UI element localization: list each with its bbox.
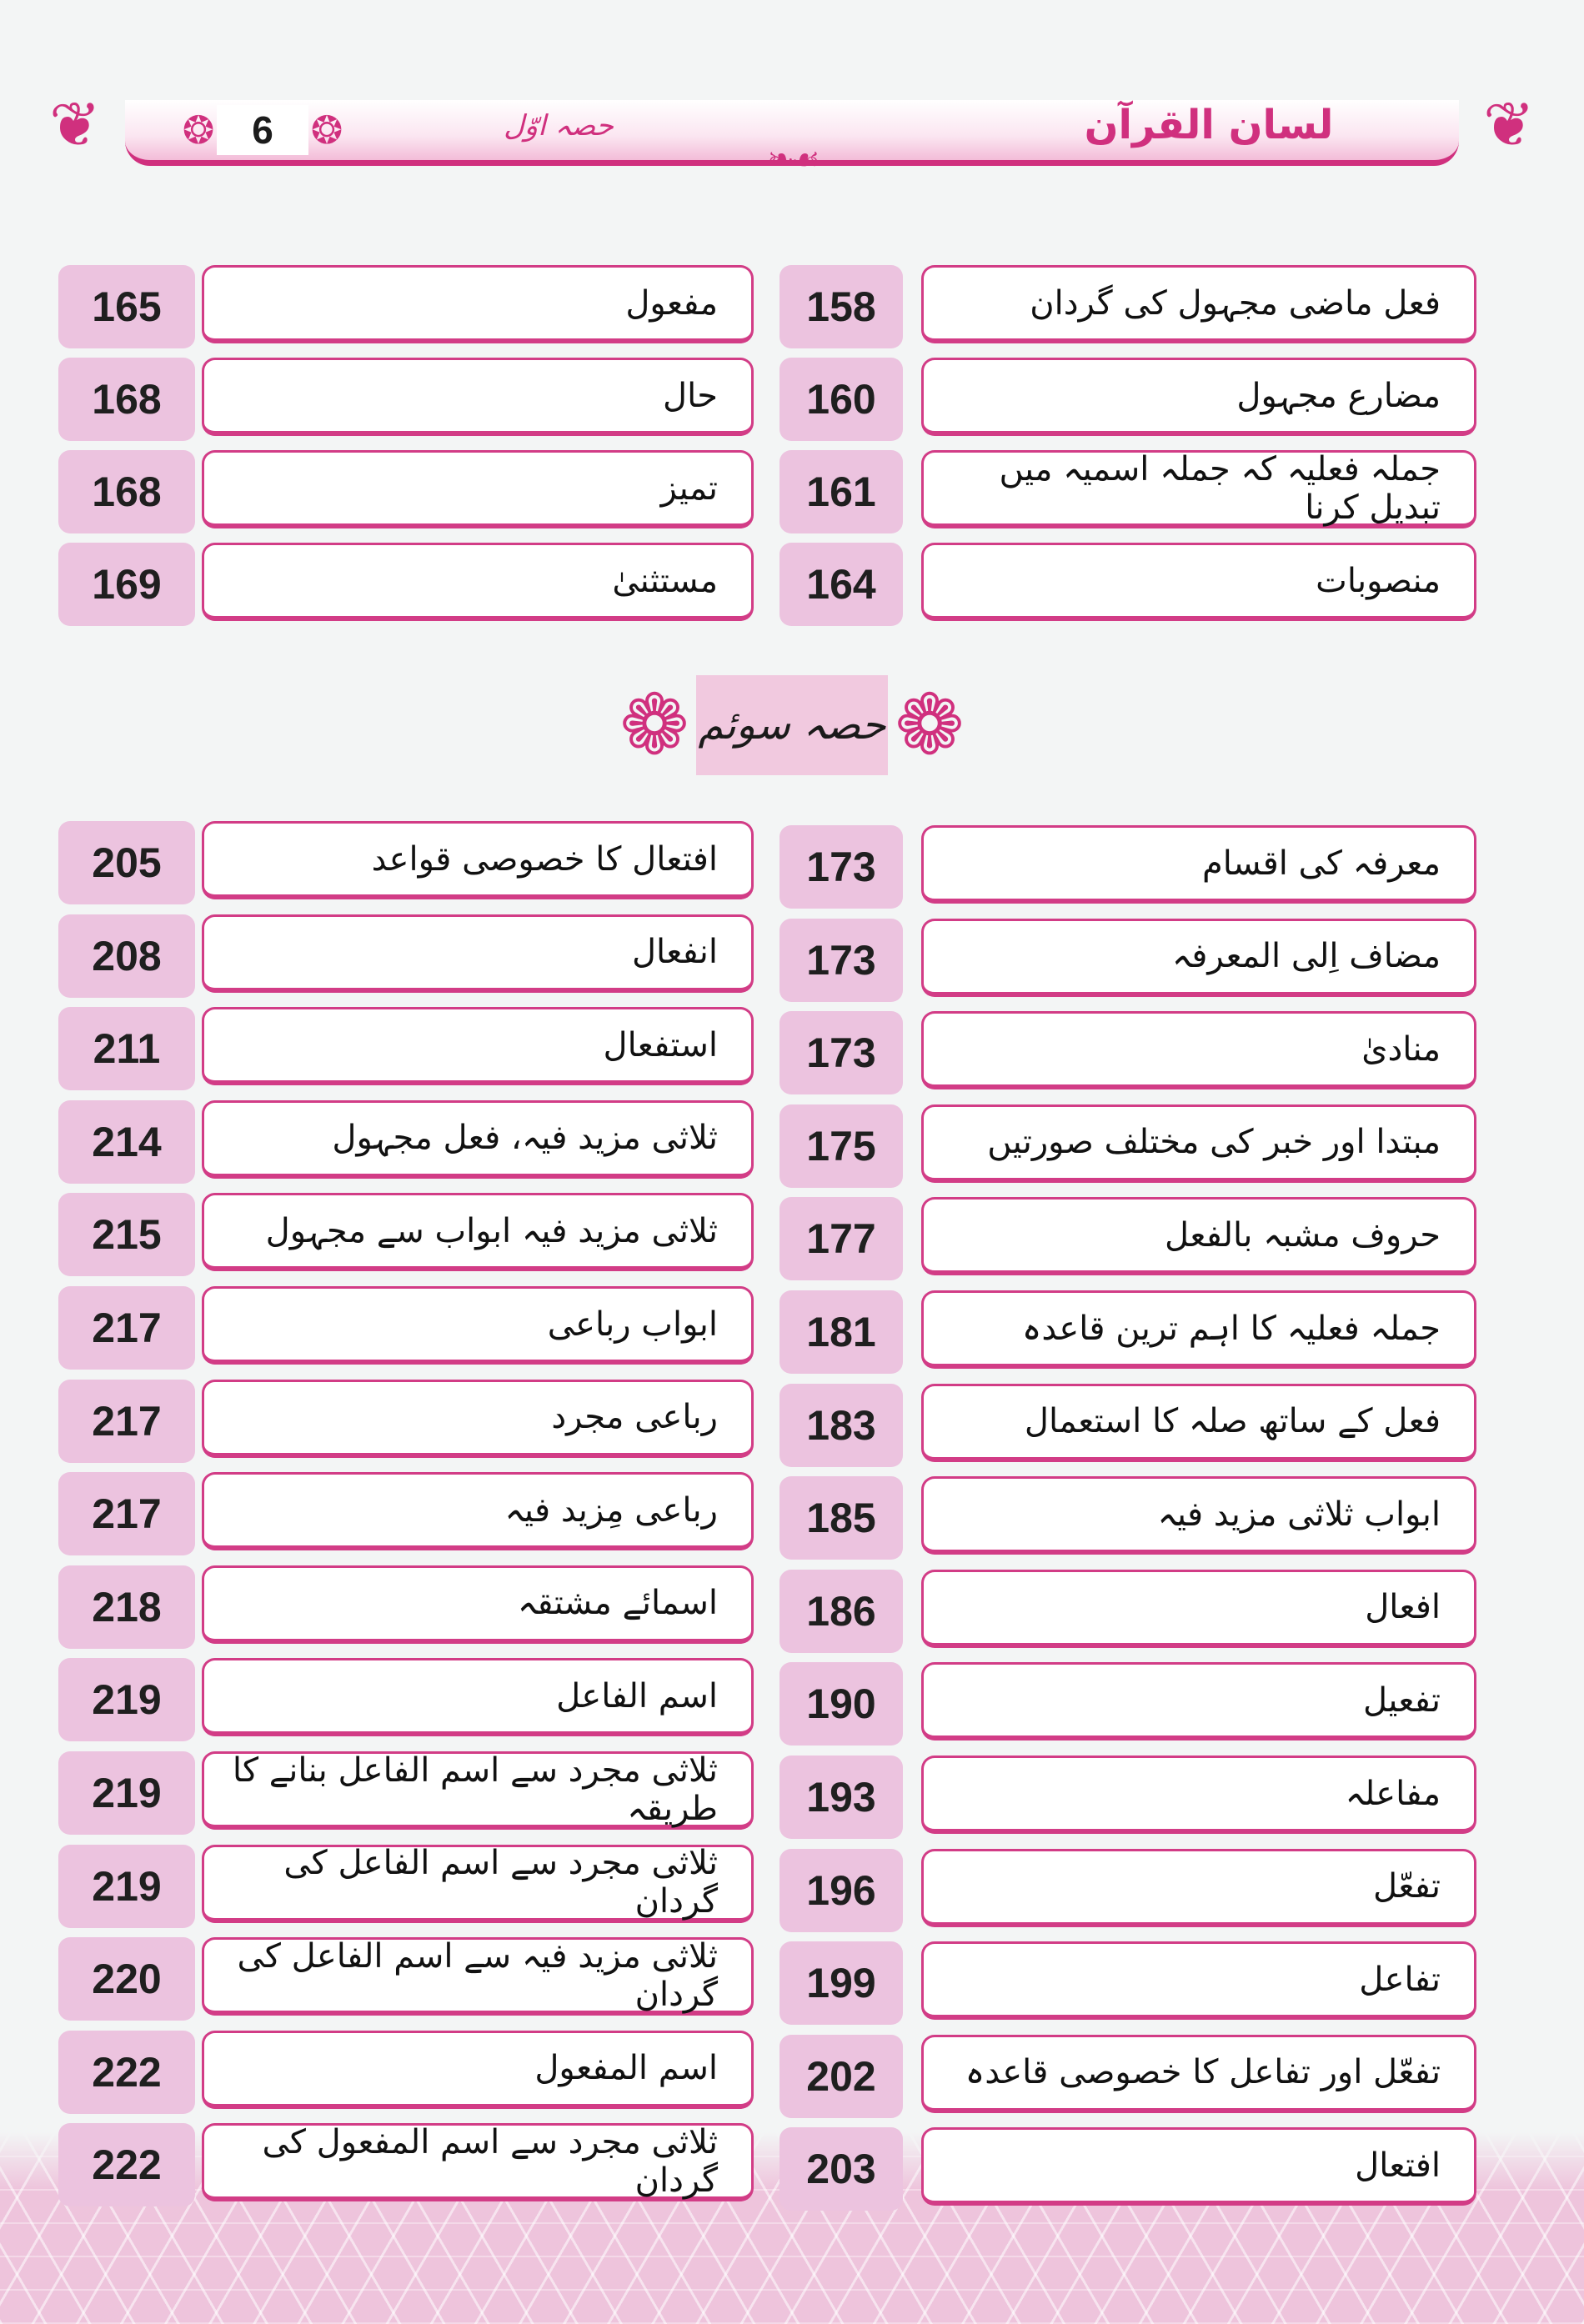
toc-entry-title[interactable]: مضاف اِلی المعرفہ <box>921 919 1476 997</box>
page-number-badge: 168 <box>58 358 195 441</box>
toc-row[interactable] <box>779 1662 1480 1746</box>
toc-entry-title[interactable]: تفاعل <box>921 1941 1476 2020</box>
toc-entry-title[interactable]: تمیز <box>202 450 754 528</box>
toc-row[interactable] <box>58 1100 759 1184</box>
page-number-right-ornament-icon: ❂ <box>310 108 343 153</box>
toc-row[interactable] <box>779 1011 1480 1094</box>
page-number: 6 <box>217 105 308 155</box>
toc-row[interactable] <box>779 1941 1480 2025</box>
toc-row[interactable] <box>58 1007 759 1090</box>
toc-row[interactable] <box>779 2127 1480 2211</box>
page-number-badge: 161 <box>779 450 903 533</box>
toc-row[interactable] <box>779 1849 1480 1932</box>
toc-entry-title[interactable]: مستثنیٰ <box>202 543 754 621</box>
page-number-badge: 196 <box>779 1849 903 1932</box>
toc-row[interactable] <box>779 1104 1480 1188</box>
page-number-badge: 173 <box>779 919 903 1002</box>
toc-entry-title[interactable]: تفعیل <box>921 1662 1476 1740</box>
page-number-badge: 222 <box>58 2031 195 2114</box>
page-number-badge: 185 <box>779 1476 903 1560</box>
toc-row[interactable] <box>58 2123 759 2206</box>
page-number-badge: 199 <box>779 1941 903 2025</box>
page-number-badge: 183 <box>779 1384 903 1467</box>
toc-row[interactable] <box>779 1290 1480 1374</box>
center-scroll-ornament-icon: ❧☙ <box>766 141 818 179</box>
book-title: لسان القرآن <box>1084 102 1334 148</box>
page-number-badge: 220 <box>58 1937 195 2021</box>
page-number-badge: 214 <box>58 1100 195 1184</box>
section-title: حصہ سوئم <box>696 675 888 775</box>
toc-entry-title[interactable]: تفعّل اور تفاعل کا خصوصی قاعدہ <box>921 2035 1476 2113</box>
page-number-badge: 215 <box>58 1193 195 1276</box>
toc-entry-title[interactable]: معرفہ کی اقسام <box>921 825 1476 904</box>
toc-entry-title[interactable]: منصوبات <box>921 543 1476 621</box>
toc-row[interactable] <box>58 265 759 348</box>
toc-entry-title[interactable]: ثلاثی مجرد سے اسم الفاعل کی گردان <box>202 1845 754 1923</box>
page-number-badge: 217 <box>58 1380 195 1463</box>
toc-row[interactable] <box>779 2035 1480 2118</box>
page-number-badge: 219 <box>58 1751 195 1835</box>
page-number-badge: 177 <box>779 1197 903 1280</box>
page-number-badge: 168 <box>58 450 195 533</box>
toc-row[interactable] <box>779 919 1480 1002</box>
toc-row[interactable] <box>779 450 1480 533</box>
toc-entry-title[interactable]: منادیٰ <box>921 1011 1476 1089</box>
page-number-badge: 217 <box>58 1472 195 1555</box>
toc-entry-title[interactable]: مفاعلہ <box>921 1756 1476 1834</box>
toc-entry-title[interactable]: انفعال <box>202 914 754 993</box>
page-number-badge: 175 <box>779 1104 903 1188</box>
page-number-badge: 169 <box>58 543 195 626</box>
page-number-badge: 222 <box>58 2123 195 2206</box>
toc-row[interactable] <box>58 1380 759 1463</box>
left-floral-ornament-icon: ❦ <box>48 89 101 161</box>
toc-entry-title[interactable]: اسم المفعول <box>202 2031 754 2109</box>
toc-row[interactable] <box>779 265 1480 348</box>
toc-row[interactable] <box>58 2031 759 2114</box>
toc-entry-title[interactable]: فعل ماضی مجہول کی گردان <box>921 265 1476 343</box>
toc-entry-title[interactable]: افعال <box>921 1570 1476 1648</box>
section-banner <box>609 659 975 792</box>
toc-entry-title[interactable]: تفعّل <box>921 1849 1476 1927</box>
page-number-badge: 190 <box>779 1662 903 1746</box>
toc-entry-title[interactable]: اسم الفاعل <box>202 1658 754 1736</box>
toc-entry-title[interactable]: ثلاثی مزید فیہ ابواب سے مجہول <box>202 1193 754 1271</box>
page-number-badge: 217 <box>58 1286 195 1370</box>
toc-entry-title[interactable]: مفعول <box>202 265 754 343</box>
toc-row[interactable] <box>58 1565 759 1649</box>
banner-left-ornament-icon: ❁ <box>619 676 689 774</box>
toc-row[interactable] <box>58 1472 759 1555</box>
toc-row[interactable] <box>58 543 759 626</box>
right-floral-ornament-icon: ❦ <box>1482 89 1535 161</box>
toc-row[interactable] <box>779 1756 1480 1839</box>
toc-row[interactable] <box>58 914 759 998</box>
toc-entry-title[interactable]: حروف مشبہ بالفعل <box>921 1197 1476 1275</box>
page-number-badge: 203 <box>779 2127 903 2211</box>
toc-row[interactable] <box>779 1197 1480 1280</box>
toc-row[interactable] <box>779 825 1480 909</box>
toc-row[interactable] <box>779 1476 1480 1560</box>
toc-row[interactable] <box>58 358 759 441</box>
toc-entry-title[interactable]: افتعال کا خصوصی قواعد <box>202 821 754 899</box>
toc-row[interactable] <box>779 358 1480 441</box>
page-number-badge: 211 <box>58 1007 195 1090</box>
toc-row[interactable] <box>779 1570 1480 1653</box>
toc-row[interactable] <box>58 1751 759 1835</box>
toc-entry-title[interactable]: ثلاثی مجرد سے اسم الفاعل بنانے کا طریقہ <box>202 1751 754 1830</box>
toc-entry-title[interactable]: رباعی مجرد <box>202 1380 754 1458</box>
toc-entry-title[interactable]: ثلاثی مزید فیہ سے اسم الفاعل کی گردان <box>202 1937 754 2016</box>
toc-entry-title[interactable]: مضارع مجہول <box>921 358 1476 436</box>
page-number-badge: 164 <box>779 543 903 626</box>
toc-entry-title[interactable]: حال <box>202 358 754 436</box>
page-number-badge: 205 <box>58 821 195 904</box>
page-number-badge: 186 <box>779 1570 903 1653</box>
toc-entry-title[interactable]: جملہ فعلیہ کہ جملہ اسمیہ میں تبدیل کرنا <box>921 450 1476 528</box>
toc-row[interactable] <box>58 821 759 904</box>
toc-row[interactable] <box>58 1845 759 1928</box>
toc-entry-title[interactable]: افتعال <box>921 2127 1476 2206</box>
page-header <box>33 83 1551 179</box>
toc-entry-title[interactable]: ثلاثی مجرد سے اسم المفعول کی گردان <box>202 2123 754 2201</box>
page-number-badge: 218 <box>58 1565 195 1649</box>
toc-entry-title[interactable]: مبتدا اور خبر کی مختلف صورتیں <box>921 1104 1476 1183</box>
toc-entry-title[interactable]: رباعی مِزید فیہ <box>202 1472 754 1550</box>
toc-entry-title[interactable]: فعل کے ساتھ صلہ کا استعمال <box>921 1384 1476 1462</box>
toc-entry-title[interactable]: ابواب رباعی <box>202 1286 754 1365</box>
page-number-badge: 219 <box>58 1658 195 1741</box>
page-number-badge: 181 <box>779 1290 903 1374</box>
toc-row[interactable] <box>58 1193 759 1276</box>
toc-entry-title[interactable]: ابواب ثلاثی مزید فیہ <box>921 1476 1476 1555</box>
page-number-badge: 165 <box>58 265 195 348</box>
toc-entry-title[interactable]: ثلاثی مزید فیہ، فعل مجہول <box>202 1100 754 1179</box>
page-number-badge: 158 <box>779 265 903 348</box>
toc-row[interactable] <box>58 1286 759 1370</box>
part-label: حصہ اوّل <box>504 109 614 143</box>
toc-entry-title[interactable]: جملہ فعلیہ کا اہم ترین قاعدہ <box>921 1290 1476 1369</box>
toc-row[interactable] <box>58 1658 759 1741</box>
toc-row[interactable] <box>779 543 1480 626</box>
toc-row[interactable] <box>58 450 759 533</box>
toc-entry-title[interactable]: اسمائے مشتقہ <box>202 1565 754 1644</box>
toc-entry-title[interactable]: استفعال <box>202 1007 754 1085</box>
page-number-left-ornament-icon: ❂ <box>182 108 215 153</box>
banner-right-ornament-icon: ❁ <box>895 676 965 774</box>
page-number-badge: 219 <box>58 1845 195 1928</box>
page-number-badge: 173 <box>779 825 903 909</box>
page-number-badge: 173 <box>779 1011 903 1094</box>
page-number-badge: 208 <box>58 914 195 998</box>
page-number-badge: 193 <box>779 1756 903 1839</box>
toc-row[interactable] <box>779 1384 1480 1467</box>
page-number-badge: 160 <box>779 358 903 441</box>
page-number-badge: 202 <box>779 2035 903 2118</box>
toc-row[interactable] <box>58 1937 759 2021</box>
